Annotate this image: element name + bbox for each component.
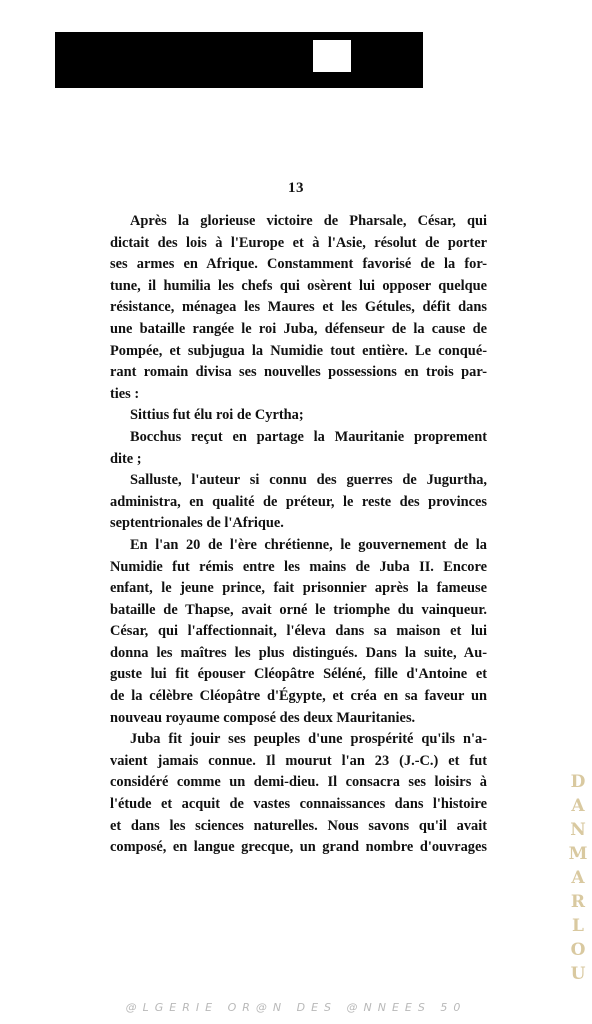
text-line: Bocchus reçut en partage la Mauritanie proprement <box>130 428 487 445</box>
text-line: Après la glorieuse victoire de Pharsale, César, qui <box>130 213 487 229</box>
text-line: ties : <box>110 385 140 402</box>
text-line: Salluste, l'auteur si connu des guerres de Jugurtha, <box>130 472 487 489</box>
vertical-watermark-letter: A <box>571 796 585 816</box>
text-line: guste lui fit épouser Cléopâtre Séléné, fille d'Antoine et <box>110 666 487 683</box>
text-line: rant romain divisa ses nouvelles possessions en trois par- <box>110 364 487 381</box>
vertical-watermark-letter: O <box>570 940 586 960</box>
text-line: tune, il humilia les chefs qui osèrent lui opposer quelque <box>110 277 487 294</box>
page-number: 13 <box>288 180 304 196</box>
text-line: donna les maîtres les plus distingués. Dans la suite, Au- <box>110 644 487 661</box>
text-line: César, qui l'affectionnait, l'éleva dans sa maison et lui <box>110 623 487 640</box>
text-line: dite ; <box>110 450 142 467</box>
text-line: Pompée, et subjugua la Numidie tout entière. Le conqué- <box>110 342 487 359</box>
vertical-watermark-letter: A <box>571 868 585 888</box>
text-line: une bataille rangée le roi Juba, défenseur de la cause de <box>110 320 487 337</box>
footer-watermark: @LGERIE OR@N DES @NNEES 50 <box>125 1001 467 1014</box>
text-line: de la célèbre Cléopâtre d'Égypte, et créa en sa faveur un <box>110 688 487 705</box>
text-line: composé, en langue grecque, un grand nombre d'ouvrages <box>110 839 487 856</box>
text-line: résistance, ménagea les Maures et les Gétules, défit dans <box>110 299 487 316</box>
text-line: considéré comme un demi-dieu. Il consacra ses loisirs à <box>110 774 487 791</box>
vertical-watermark <box>566 770 590 990</box>
text-line: l'étude et acquit de vastes connaissances dans l'histoire <box>110 796 487 813</box>
vertical-watermark-letter: N <box>570 820 586 840</box>
vertical-watermark-letter: U <box>570 964 586 984</box>
vertical-watermark-letter: R <box>570 892 586 912</box>
text-line: Juba fit jouir ses peuples d'une prospérité qu'ils n'a- <box>130 731 487 748</box>
text-line: nouveau royaume composé des deux Mauritanies. <box>110 709 416 726</box>
text-line: vaient jamais connue. Il mourut l'an 23 (J.-C.) et fut <box>110 752 487 769</box>
text-line: ses armes en Afrique. Constamment favorisé de la for- <box>110 256 487 273</box>
text-line: Sittius fut élu roi de Cyrtha; <box>130 407 304 424</box>
text-line: et dans les sciences naturelles. Nous savons qu'il avait <box>110 817 487 834</box>
vertical-watermark-letter: M <box>568 844 588 864</box>
text-line: En l'an 20 de l'ère chrétienne, le gouvernement de la <box>130 536 487 553</box>
vertical-watermark-letter: D <box>570 772 586 792</box>
text-line: Numidie fut rémis entre les mains de Juba II. Encore <box>110 558 487 575</box>
body-text <box>110 211 487 859</box>
text-line: dictait des lois à l'Europe et à l'Asie, résolut de porter <box>110 234 487 251</box>
vertical-watermark-letter: L <box>572 916 584 936</box>
text-line: septentrionales de l'Afrique. <box>110 515 284 532</box>
text-line: enfant, le jeune prince, fait prisonnier après la fameuse <box>110 580 487 597</box>
redaction-bar <box>55 32 423 88</box>
text-line: bataille de Thapse, avait orné le triomphe du vainqueur. <box>110 601 487 618</box>
text-line: administra, en qualité de préteur, le reste des provinces <box>110 493 487 510</box>
redaction-white-block <box>313 40 351 72</box>
